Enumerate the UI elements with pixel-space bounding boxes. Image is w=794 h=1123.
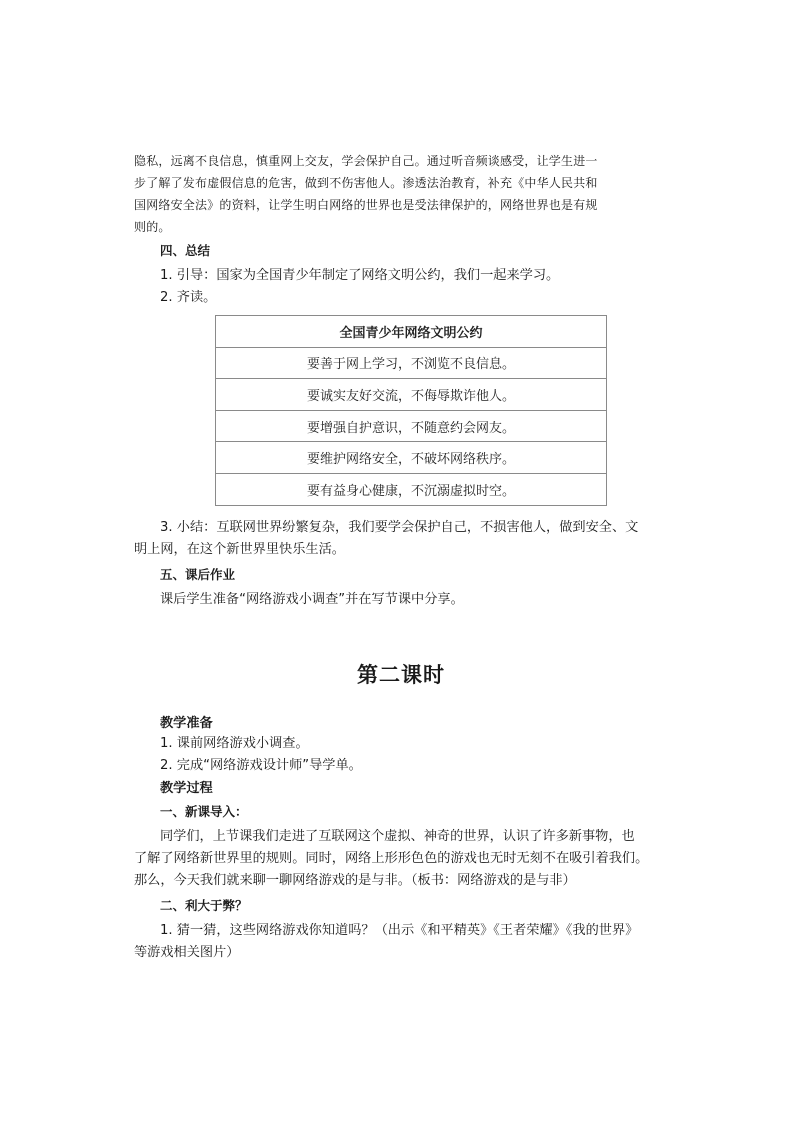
intro-line-4: 则的。 (134, 220, 171, 234)
pact-row (216, 473, 607, 505)
pact-row-3: 要增强自护意识，不随意约会网友。 (216, 410, 607, 442)
intro-line-3: 国网络安全法》的资料，让学生明白网络的世界也是受法律保护的，网络世界也是有规 (134, 198, 598, 212)
pact-row-5: 要有益身心健康，不沉溺虚拟时空。 (216, 473, 607, 505)
pact-row (216, 347, 607, 379)
section4-heading: 四、总结 (160, 243, 211, 258)
summary-line-1: 3. 小结：互联网世界纷繁复杂，我们要学会保护自己，不损害他人，做到安全、文 (160, 520, 639, 535)
pact-header-row (216, 316, 607, 348)
pact-row-4: 要维护网络安全，不破坏网络秩序。 (216, 442, 607, 474)
part2-line-1: 1. 猜一猜，这些网络游戏你知道吗？（出示《和平精英》《王者荣耀》《我的世界》 (160, 923, 639, 938)
section4-item2: 2. 齐读。 (160, 290, 217, 305)
lesson2-title: 第二课时 (357, 662, 445, 687)
pact-row-2: 要诚实友好交流，不侮辱欺诈他人。 (216, 379, 607, 411)
section5-heading: 五、课后作业 (160, 567, 236, 582)
pact-row-1: 要善于网上学习，不浏览不良信息。 (216, 347, 607, 379)
prep-heading: 教学准备 (160, 716, 213, 731)
part1-heading: 一、新课导入： (160, 804, 248, 819)
prep-item-1: 1. 课前网络游戏小调查。 (160, 736, 309, 751)
intro-line-1: 隐私，远离不良信息，慎重网上交友，学会保护自己。通过听音频谈感受，让学生进一 (134, 154, 598, 168)
section5-text: 课后学生准备“网络游戏小调查”并在写节课中分享。 (160, 592, 464, 607)
part1-line-3: 那么，今天我们就来聊一聊网络游戏的是与非。（板书：网络游戏的是与非） (134, 873, 576, 888)
process-heading: 教学过程 (160, 781, 213, 796)
summary-line-2: 明上网，在这个新世界里快乐生活。 (134, 542, 345, 557)
section4-item1: 1. 引导：国家为全国青少年制定了网络文明公约，我们一起来学习。 (160, 268, 560, 283)
pact-row (216, 410, 607, 442)
pact-row (216, 442, 607, 474)
part1-line-2: 了解了网络新世界里的规则。同时，网络上形形色色的游戏也无时无刻不在吸引着我们。 (134, 851, 649, 866)
pact-title: 全国青少年网络文明公约 (216, 316, 607, 348)
pact-row (216, 379, 607, 411)
intro-line-2: 步了解了发布虚假信息的危害，做到不伤害他人。渗透法治教育，补充《中华人民共和 (134, 176, 598, 190)
prep-item-2: 2. 完成“网络游戏设计师”导学单。 (160, 758, 362, 773)
part1-line-1: 同学们，上节课我们走进了互联网这个虚拟、神奇的世界，认识了许多新事物，也 (160, 829, 635, 844)
part2-line-2: 等游戏相关图片） (134, 945, 240, 960)
pact-table (215, 315, 607, 506)
part2-heading: 二、利大于弊？ (160, 898, 248, 913)
